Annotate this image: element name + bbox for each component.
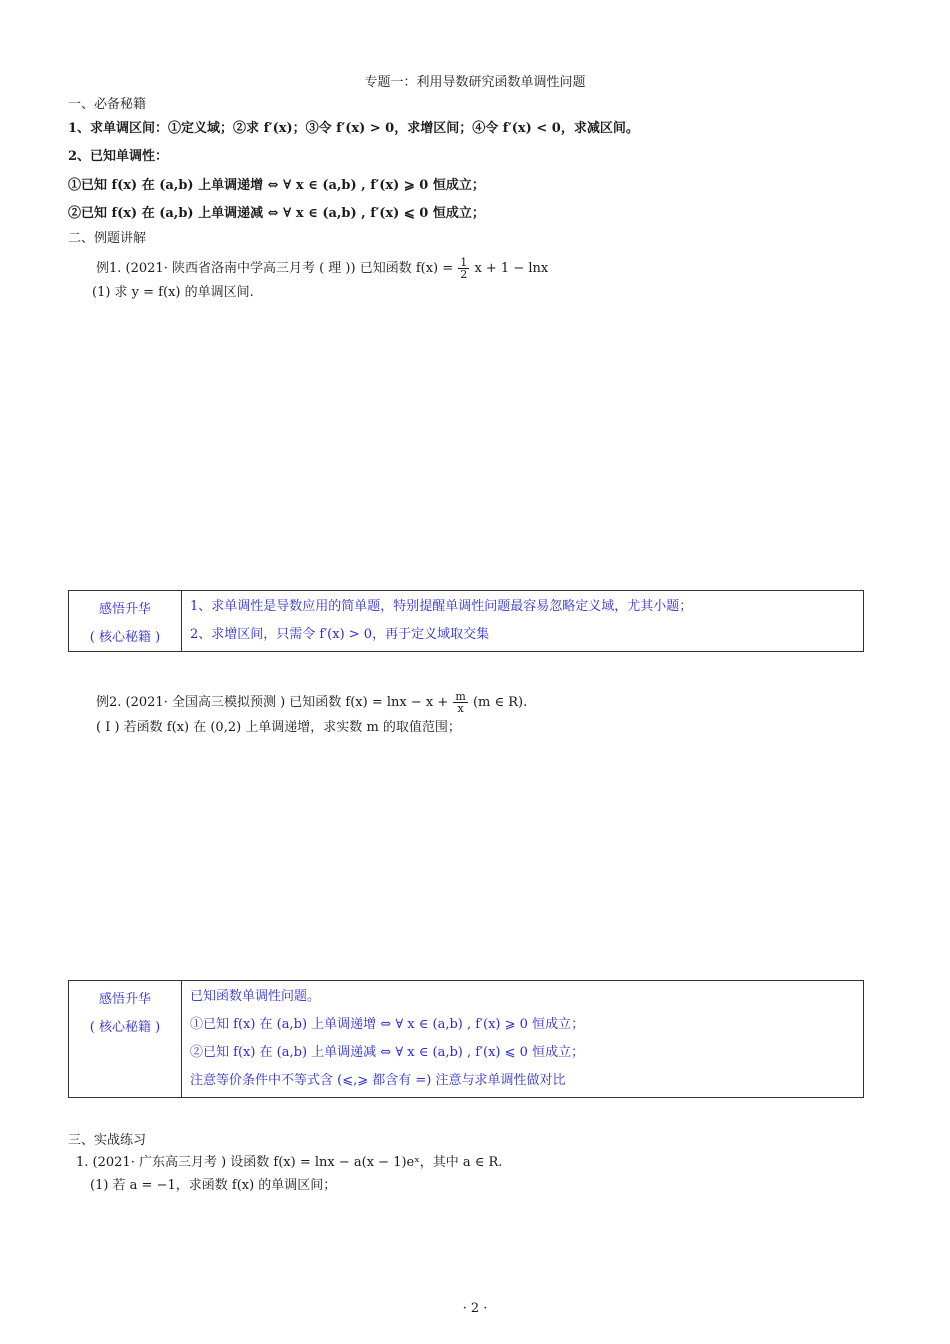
example-1-question-1: (1) 求 y = f(x) 的单调区间. <box>92 285 254 300</box>
example-2-statement <box>96 691 527 714</box>
section-heading-secrets: 一、必备秘籍 <box>68 97 147 112</box>
fraction-denominator: 2 <box>460 268 468 281</box>
fraction-denominator: x <box>457 702 464 715</box>
section-heading-examples: 二、例题讲解 <box>68 231 147 246</box>
insight-label-title: 感悟升华 <box>98 602 151 617</box>
insight-1-point-1: 1、求单调性是导数应用的简单题，特别提醒单调性问题最容易忽略定义域，尤其小题； <box>190 599 693 614</box>
insight-label-title: 感悟升华 <box>98 992 151 1007</box>
section-heading-practice: 三、实战练习 <box>68 1133 147 1148</box>
example-2-fraction <box>453 691 467 714</box>
fraction-numerator: m <box>455 690 466 703</box>
secret-item-2b: ②已知 f(x) 在 (a,b) 上单调递减 ⇔ ∀ x ∈ (a,b) , f′(x) ⩽ 0 恒成立； <box>68 206 485 221</box>
example-1-tail: x + 1 − lnx <box>474 261 549 276</box>
page-number: · 2 · <box>462 1301 488 1316</box>
practice-1-question-1: (1) 若 a = −1，求函数 f(x) 的单调区间； <box>90 1178 337 1193</box>
insight-box-2 <box>68 980 864 1098</box>
insight-box-1 <box>68 590 864 652</box>
page-title: 专题一：利用导数研究函数单调性问题 <box>364 75 586 90</box>
insight-2-point-2: ①已知 f(x) 在 (a,b) 上单调递增 ⇔ ∀ x ∈ (a,b) , f′(x) ⩾ 0 恒成立； <box>190 1017 585 1032</box>
insight-label-subtitle: ( 核心秘籍 ) <box>89 1020 161 1035</box>
secret-item-1: 1、求单调区间：①定义域；②求 f′(x)；③令 f′(x) > 0，求增区间；④令 f′(x) < 0，求减区间。 <box>68 121 639 136</box>
example-2-question-1: ( Ⅰ ) 若函数 f(x) 在 (0,2) 上单调递增，求实数 m 的取值范围； <box>96 720 461 735</box>
insight-1-point-2: 2、求增区间，只需令 f′(x) > 0，再于定义域取交集 <box>190 627 490 642</box>
insight-box-2-label <box>69 981 182 1097</box>
example-1-intro: 例1. (2021· 陕西省洛南中学高三月考 ( 理 )) 已知函数 f(x) = <box>96 261 454 276</box>
insight-label-subtitle: ( 核心秘籍 ) <box>89 630 161 645</box>
insight-2-point-1: 已知函数单调性问题。 <box>190 989 321 1004</box>
insight-2-point-3: ②已知 f(x) 在 (a,b) 上单调递减 ⇔ ∀ x ∈ (a,b) , f′(x) ⩽ 0 恒成立； <box>190 1045 585 1060</box>
secret-item-2: 2、已知单调性： <box>68 149 169 164</box>
fraction-numerator: 1 <box>460 256 468 269</box>
insight-box-1-label <box>69 591 182 651</box>
example-1-statement <box>96 257 548 280</box>
insight-2-point-4: 注意等价条件中不等式含 (⩽,⩾ 都含有 =) 注意与求单调性做对比 <box>190 1073 566 1088</box>
practice-1-statement: 1. (2021· 广东高三月考 ) 设函数 f(x) = lnx − a(x − 1)eˣ，其中 a ∈ R. <box>76 1155 503 1170</box>
secret-item-2a: ①已知 f(x) 在 (a,b) 上单调递增 ⇔ ∀ x ∈ (a,b) , f′(x) ⩾ 0 恒成立； <box>68 178 485 193</box>
example-2-intro: 例2. (2021· 全国高三模拟预测 ) 已知函数 f(x) = lnx − x + <box>96 695 449 710</box>
example-2-tail: (m ∈ R). <box>472 695 528 710</box>
example-1-fraction <box>458 257 469 280</box>
